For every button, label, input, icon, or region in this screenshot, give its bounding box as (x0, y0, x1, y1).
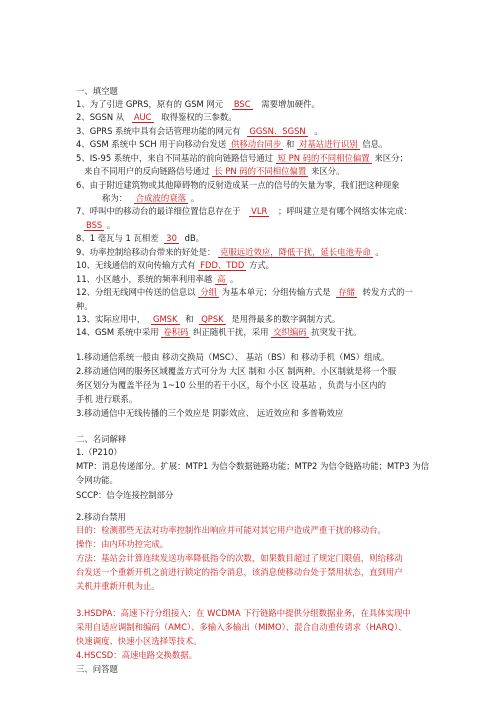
question-9: 9、功率控制给移动台带来的好处是： 克服远近效应，降低干扰，延长电池寿命 。 (76, 247, 384, 257)
question-12-cont: 种。 (76, 301, 93, 311)
answer-blank: 短 PN 码的不同相位偏置 (277, 153, 370, 163)
paragraph-title: 2.移动台禁用 (76, 512, 126, 522)
question-12: 12、分组无线网中传送的信息以 分组 为基本单元；分组传输方式是 存储 转发方式的一 (76, 287, 413, 297)
paragraph-line: 手机 进行联系。 (76, 394, 138, 404)
question-10: 10、无线通信的双向传输方式有 FDD、TDD 方式。 (76, 260, 275, 270)
answer-blank: 对基站进行识别 (298, 139, 358, 149)
answer-blank: FDD、TDD (200, 260, 245, 270)
question-8: 8、1 毫瓦与 1 瓦相差 30 dB。 (76, 233, 205, 243)
answer-blank: 高 (216, 274, 226, 284)
paragraph-line: 1.移动通信系统一般由 移动交换局（MSC）、 基站（BS）和 移动手机（MS）组成。 (76, 352, 390, 362)
answer-blank: GGSN、SGSN (249, 126, 306, 136)
section-heading: 三、问答题 (76, 664, 118, 674)
paragraph-line: 3.移动通信中无线传播的三个效应是 阴影效应、 远近效应和 多普勒效应 (76, 408, 344, 418)
section-heading: 二、名词解释 (76, 434, 127, 444)
answer-blank: BSC (233, 99, 251, 109)
answer-blank: 存储 (338, 287, 355, 297)
question-14: 14、GSM 系统中采用 卷积码 纠正随机干扰，采用 交织编码 抗突发干扰。 (76, 327, 362, 337)
paragraph-line: 关机并重新开机为止。 (76, 581, 160, 591)
answer-blank: QPSK (201, 314, 224, 324)
answer-blank: BSS (86, 220, 103, 230)
answer-blank: 30 (166, 233, 177, 243)
answer-blank: 卷积码 (163, 327, 189, 337)
paragraph-line: SCCP：信令连接控制部分 (76, 490, 174, 500)
question-6-cont: 称为： 合成波的衰落 。 (102, 193, 200, 203)
paragraph-line: 目的：检测那些无法对功率控制作出响应并可能对其它用户造成严重干扰的移动台。 (76, 525, 386, 535)
question-3: 3、GPRS 系统中具有会话管理功能的网元有 GGSN、SGSN 。 (76, 126, 323, 136)
paragraph-line: MTP：消息传递部分。扩展：MTP1 为信令数据链路功能；MTP2 为信令链路功能；MTP3 为信 (76, 461, 430, 471)
paragraph-line: 3.HSDPA：高速下行分组接入；在 WCDMA 下行链路中提供分组数据业务，在具体实现中 (76, 608, 411, 618)
paragraph-line: 操作：由内环功控完成。 (76, 539, 169, 549)
answer-blank: 合成波的衰落 (135, 193, 187, 203)
question-4: 4、GSM 系统中 SCH 用于向移动台发送 供移动台同步 和 对基站进行识别 信息。 (76, 139, 388, 149)
question-7-cont: BSS 。 (86, 220, 116, 230)
answer-blank: GMSK (152, 314, 178, 324)
paragraph-line: 采用自适应调制和编码（AMC）、多输入多输出（MIMO）、混合自动重传请求（HARQ）、 (76, 622, 407, 632)
question-11: 11、小区越小，系统的频率利用率越 高 。 (76, 274, 239, 284)
answer-blank: 长 PN 码的不同相位偏置 (214, 166, 307, 176)
question-6: 6、由于附近建筑物或其他障碍物的反射造成某一点的信号的矢量为零，我们把这种现象 (76, 180, 400, 190)
paragraph-line: 台发送一个重新开机之前进行锁定的指令消息，该消息使移动台处于禁用状态，直到用户 (76, 567, 403, 577)
answer-blank: 供移动台同步 (230, 139, 282, 149)
question-2: 2、SGSN 从 AUC 取得鉴权的三参数。 (76, 112, 237, 122)
question-13: 13、实际应用中， GMSK 和 QPSK 是用得最多的数字调制方式。 (76, 314, 341, 324)
answer-blank: 克服远近效应，降低干扰，延长电池寿命 (220, 247, 371, 257)
question-7: 7、呼叫中的移动台的最详细位置信息存在于 VLR ；呼叫建立是有哪个网络实体完成： (76, 206, 413, 216)
question-5-cont: 来自不同用户的反向链路信号通过 长 PN 码的不同相位偏置 来区分。 (84, 166, 345, 176)
section-heading: 一、填空题 (76, 86, 118, 96)
question-5: 5、IS-95 系统中，来自不同基站的前向链路信号通过 短 PN 码的不同相位偏置 来区分； (76, 153, 408, 163)
answer-blank: 分组 (200, 287, 217, 297)
paragraph-line: 4.HSCSD：高速电路交换数据。 (76, 650, 197, 660)
question-1: 1、为了引进 GPRS，原有的 GSM 网元 BSC 需要增加硬件。 (76, 99, 320, 109)
paragraph-line: 令网功能。 (76, 475, 118, 485)
paragraph-line: 快速调度、快速小区选择等技术。 (76, 636, 202, 646)
paragraph-line: 1.（P210） (76, 447, 122, 457)
paragraph-line: 2.移动通信网的服务区域覆盖方式可分为 大区 制和 小区 制两种。小区制就是将一个服 (76, 366, 397, 376)
answer-blank: AUC (133, 112, 152, 122)
answer-blank: VLR (251, 206, 268, 216)
answer-blank: 交织编码 (273, 327, 307, 337)
paragraph-line: 务区划分为覆盖半径为 1~10 公里的若干小区，每个小区 设基站 ，负责与小区内的 (76, 380, 387, 390)
paragraph-line: 方法：基站会计算连续发送功率降低指令的次数，如果数目超过了规定门限值，则给移动 (76, 553, 403, 563)
